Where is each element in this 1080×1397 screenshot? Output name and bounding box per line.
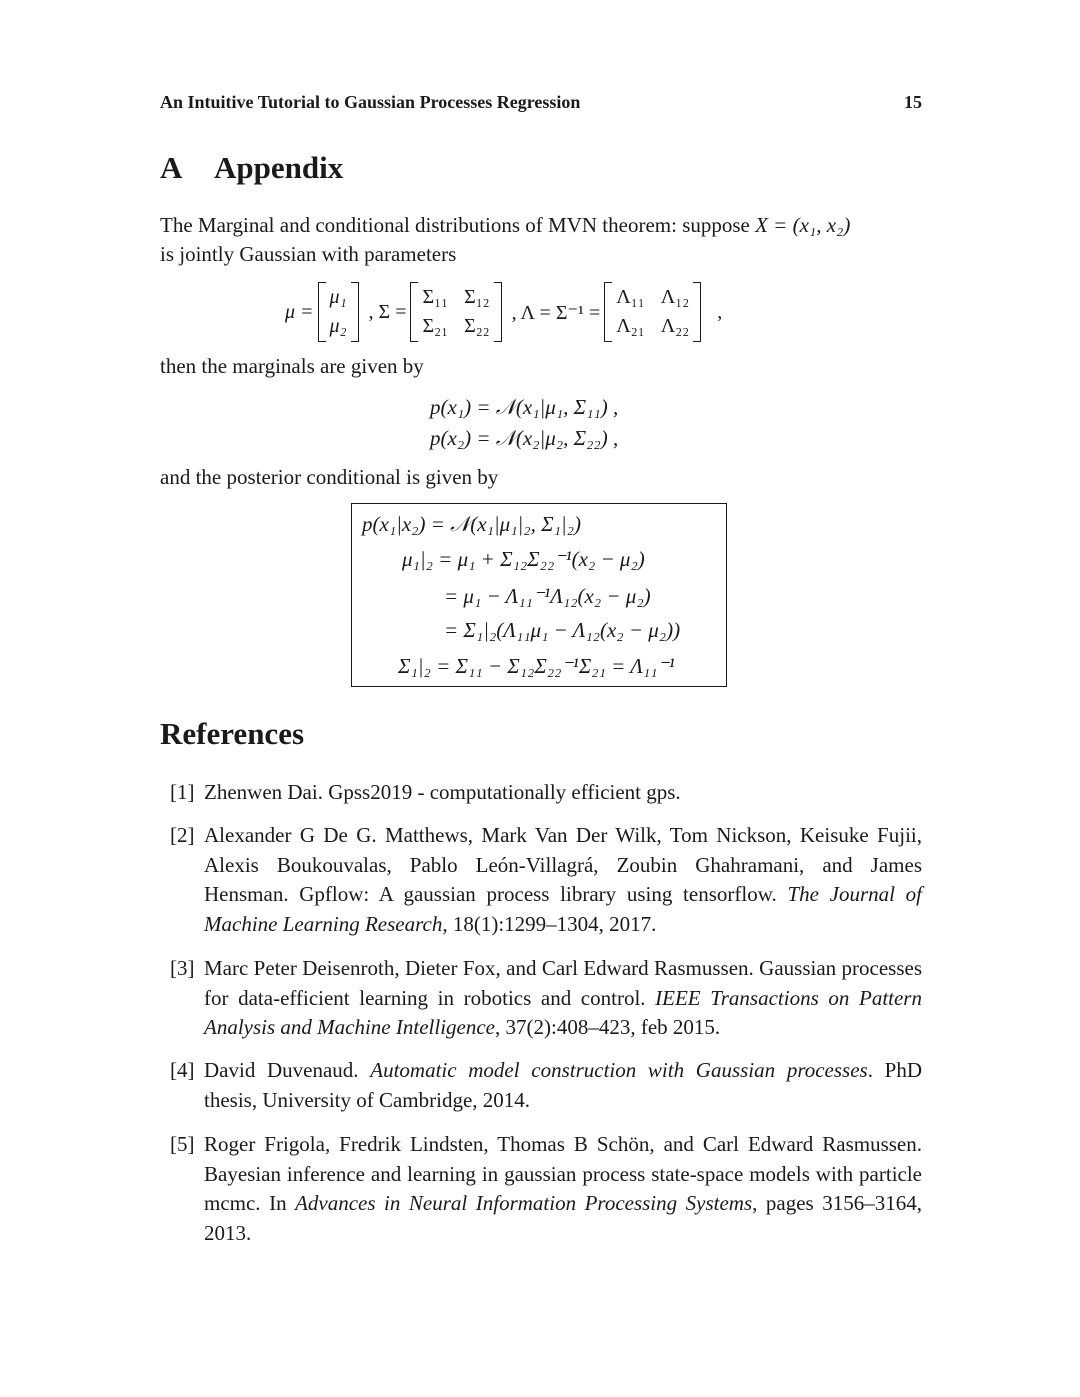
conditional-intro: and the posterior conditional is given by — [160, 465, 499, 489]
sigma-lhs: , Σ = — [368, 300, 407, 323]
matrix-cell: μ₂ — [329, 315, 347, 337]
conditional-equations-box — [351, 503, 727, 687]
marginals-intro: then the marginals are given by — [160, 354, 424, 378]
matrix-cell: Λ₂₁ — [616, 315, 645, 337]
reference-text: Zhenwen Dai. Gpss2019 - computationally efficient gps. — [204, 780, 681, 804]
conditional-equation-5: Σ₁|₂ = Σ₁₁ − Σ₁₂Σ₂₂⁻¹Σ₂₁ = Λ₁₁⁻¹ — [398, 654, 675, 678]
matrix-cell: Σ₁₁ — [422, 286, 449, 308]
marginal-equation-2: p(x₂) = 𝒩(x₂|μ₂, Σ₂₂) , — [430, 426, 619, 450]
page-number: 15 — [904, 92, 922, 112]
matrix-cell: Σ₂₂ — [464, 315, 490, 337]
reference-text: David Duvenaud. — [204, 1058, 371, 1082]
matrix-cell: Σ₁₂ — [464, 286, 490, 308]
reference-text: Alexander G De G. Matthews, Mark Van Der Wilk, Tom Nickson, Keisuke Fujii, Alexis Boukouvalas, Pablo León-Villagrá, Zoubin Ghahramani, and James Hensman. Gpflow: A gaussian process library using tensorflow. — [204, 823, 922, 906]
matrix-trailing-comma: , — [717, 300, 723, 323]
matrix-cell: Λ₁₁ — [616, 286, 645, 308]
section-title: Appendix — [214, 150, 344, 185]
reference-venue: Advances in Neural Information Processing Systems — [295, 1191, 753, 1215]
reference-venue: IEEE Transactions on Pattern Analysis and Machine Intelligence — [204, 985, 922, 1039]
appendix-heading — [160, 150, 343, 186]
reference-item — [160, 1056, 922, 1115]
lambda-matrix — [604, 282, 701, 342]
reference-tail: , 37(2):408–423, feb 2015. — [495, 1015, 721, 1039]
lambda-lhs: , Λ = Σ⁻¹ = — [511, 301, 601, 324]
conditional-equation-3: = μ₁ − Λ₁₁⁻¹Λ₁₂(x₂ − μ₂) — [444, 584, 651, 608]
references-heading: References — [160, 716, 305, 751]
reference-venue: Automatic model construction with Gaussian processes — [370, 1058, 868, 1082]
mu-vector — [318, 282, 359, 342]
intro-math: X = (x₁, x₂) — [755, 213, 851, 237]
reference-text: Roger Frigola, Fredrik Lindsten, Thomas B Schön, and Carl Edward Rasmussen. Bayesian inference and learning in gaussian process state-space models with particle mcmc. In — [204, 1132, 922, 1215]
reference-text: Marc Peter Deisenroth, Dieter Fox, and Carl Edward Rasmussen. Gaussian processes for data-efficient learning in robotics and control. — [204, 956, 922, 1010]
marginal-equation-1: p(x₁) = 𝒩(x₁|μ₁, Σ₁₁) , — [430, 395, 619, 419]
parameter-matrices — [285, 280, 722, 344]
reference-item — [160, 954, 922, 1043]
reference-tail: , pages 3156–3164, 2013. — [204, 1191, 922, 1245]
reference-item — [160, 778, 922, 808]
matrix-cell: Σ₂₁ — [422, 315, 449, 337]
reference-item — [160, 821, 922, 939]
sigma-matrix — [410, 282, 501, 342]
reference-label: [1] — [170, 780, 195, 804]
reference-label: [2] — [170, 823, 195, 847]
appendix-intro — [160, 211, 922, 269]
reference-label: [3] — [170, 956, 195, 980]
marginal-equations — [430, 392, 618, 454]
reference-tail: , 18(1):1299–1304, 2017. — [442, 911, 657, 936]
reference-item — [160, 1130, 922, 1248]
reference-label: [4] — [170, 1058, 195, 1082]
conditional-equation-1: p(x₁|x₂) = 𝒩(x₁|μ₁|₂, Σ₁|₂) — [362, 512, 581, 536]
running-header — [160, 92, 922, 113]
matrix-cell: Λ₁₂ — [660, 286, 690, 308]
matrix-cell: Λ₂₂ — [660, 315, 690, 337]
matrix-cell: μ₁ — [329, 286, 347, 308]
reference-tail: . PhD thesis, University of Cambridge, 2014. — [204, 1058, 922, 1112]
reference-label: [5] — [170, 1132, 195, 1156]
conditional-equation-4: = Σ₁|₂(Λ₁₁μ₁ − Λ₁₂(x₂ − μ₂)) — [444, 618, 681, 642]
running-title: An Intuitive Tutorial to Gaussian Processes Regression — [160, 92, 581, 112]
intro-text: The Marginal and conditional distributions of MVN theorem: suppose — [160, 213, 756, 237]
reference-venue: The Journal of Machine Learning Research — [204, 882, 923, 936]
conditional-equation-2: μ₁|₂ = μ₁ + Σ₁₂Σ₂₂⁻¹(x₂ − μ₂) — [402, 547, 645, 571]
intro-text-2: is jointly Gaussian with parameters — [160, 242, 457, 266]
section-number: A — [160, 150, 183, 185]
mu-lhs: μ = — [285, 300, 314, 323]
